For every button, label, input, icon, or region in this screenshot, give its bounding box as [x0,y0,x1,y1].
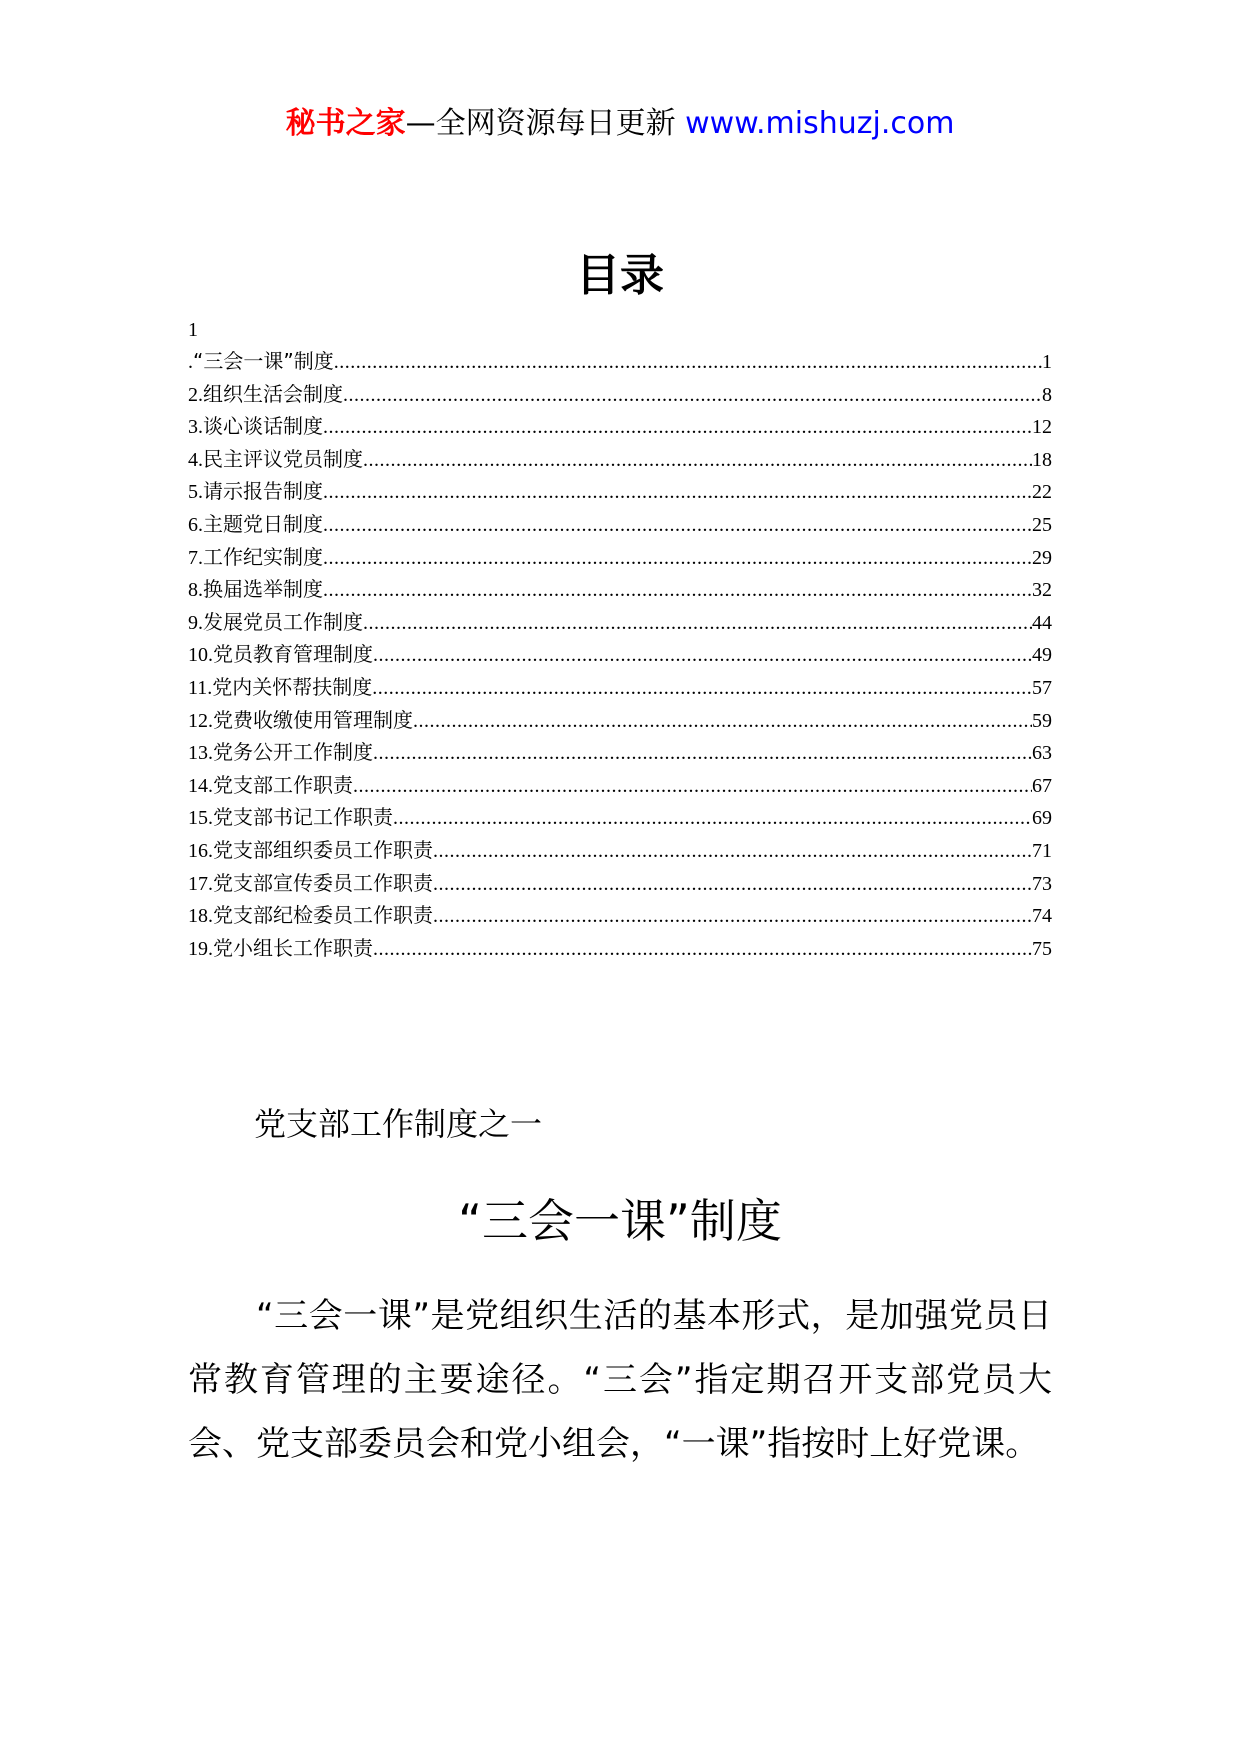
toc-entry-label [188,704,413,738]
toc-entry[interactable] [188,346,1052,379]
toc-entry-label [188,769,353,803]
toc-entry-page: 25 [1032,513,1052,536]
toc-entry-label [188,899,433,933]
toc-lead-number: 1 [188,319,198,341]
toc-entry-title: 发展党员工作制度 [203,609,363,634]
toc-entry-title: 党支部书记工作职责 [213,805,393,830]
toc-leader-dots [393,802,1032,835]
toc-entry-title: 请示报告制度 [203,479,323,504]
toc-entry-label [188,932,373,966]
toc-entry-label [188,834,433,868]
toc-entry-page: 73 [1032,872,1052,895]
toc-entry-page: 75 [1032,937,1052,960]
toc-entry-label [188,671,372,705]
toc-entry-title: 工作纪实制度 [203,544,323,569]
toc-entry-title: 党支部宣传委员工作职责 [213,870,433,895]
toc-entry[interactable] [188,802,1052,835]
toc-entry-page: 32 [1032,579,1052,602]
toc-entry-title: 换届选举制度 [203,577,323,602]
toc-entry-number: 17. [188,872,213,895]
toc-entry-label [188,443,363,477]
toc-entry[interactable] [188,933,1052,966]
toc-entry-page: 67 [1032,774,1052,797]
toc-entry-number: 6. [188,513,203,536]
toc-leader-dots [433,835,1032,868]
toc-leader-dots [363,444,1032,477]
toc-entry-number: 19. [188,937,213,960]
toc-entry-label [188,508,323,542]
toc-title: 目录 [576,250,664,301]
toc-entry-label [188,801,393,835]
toc-leader-dots [334,346,1042,379]
toc-entry[interactable] [188,835,1052,868]
toc-entry-title: 党内关怀帮扶制度 [212,674,373,699]
toc-entry-label [188,410,323,444]
toc-leader-dots [372,672,1032,705]
toc-entry-title: 主题党日制度 [203,511,323,536]
toc-entry-title: 党支部工作职责 [213,772,353,797]
toc-leader-dots [343,379,1042,412]
toc-entry[interactable] [188,607,1052,640]
toc-entry-page: 71 [1032,839,1052,862]
toc-entry-number: 2. [188,383,203,406]
toc-entry-label [188,638,373,672]
toc-entry[interactable] [188,444,1052,477]
section-paragraph: “三会一课”是党组织生活的基本形式，是加强党员日常教育管理的主要途径。“三会”指定期召开支部党员大会、党支部委员会和党小组会，“一课”指按时上好党课。 [188,1296,1052,1464]
section-title: “三会一课”制度 [458,1194,782,1248]
toc-leader-dots [373,737,1032,770]
toc-leader-dots [433,868,1032,901]
toc-entry-page: 18 [1032,448,1052,471]
toc-entry-number: 15. [188,807,213,830]
toc-list [188,346,1052,965]
toc-entry[interactable] [188,770,1052,803]
toc-entry[interactable] [188,574,1052,607]
section-subtitle: 党支部工作制度之一 [254,1105,543,1143]
toc-entry[interactable] [188,476,1052,509]
toc-entry-label [188,541,323,575]
toc-leader-dots [433,900,1032,933]
toc-entry-number: 10. [188,644,213,667]
toc-entry-page: 8 [1042,383,1052,406]
toc-entry-number: 13. [188,742,213,765]
toc-entry-page: 29 [1032,546,1052,569]
toc-entry-number: 18. [188,905,213,928]
toc-entry-title: 谈心谈话制度 [203,414,323,439]
header-url-link[interactable]: www.mishuzj.com [685,106,955,141]
toc-entry-title: 党务公开工作制度 [213,740,373,765]
toc-entry-page: 59 [1032,709,1052,732]
toc-leader-dots [323,411,1032,444]
toc-entry-title: 民主评议党员制度 [203,446,363,471]
toc-entry-page: 12 [1032,416,1052,439]
toc-leader-dots [413,705,1032,738]
toc-entry-title: 党支部组织委员工作职责 [213,837,433,862]
toc-entry[interactable] [188,509,1052,542]
toc-entry-title: 组织生活会制度 [203,381,343,406]
toc-entry[interactable] [188,542,1052,575]
toc-entry-number: 7. [188,546,203,569]
toc-entry-title: 党小组长工作职责 [213,935,373,960]
toc-entry[interactable] [188,639,1052,672]
page-header [0,100,1240,148]
toc-entry-page: 69 [1032,807,1052,830]
header-tagline: —全网资源每日更新 [405,106,686,141]
toc-entry-label [188,345,334,379]
toc-entry-label [188,867,433,901]
toc-entry-title: 党费收缴使用管理制度 [213,707,413,732]
toc-leader-dots [353,770,1032,803]
toc-leader-dots [323,476,1032,509]
toc-entry-page: 1 [1042,351,1052,373]
toc-leader-dots [323,574,1032,607]
toc-entry-label [188,378,343,412]
toc-entry-label [188,475,323,509]
toc-entry-page: 49 [1032,644,1052,667]
toc-entry-page: 74 [1032,905,1052,928]
toc-entry-title: “三会一课”制度 [193,349,334,373]
toc-entry-label [188,736,373,770]
toc-entry-number: 8. [188,579,203,602]
toc-entry-page: 63 [1032,742,1052,765]
toc-entry-label [188,606,363,640]
toc-entry[interactable] [188,705,1052,738]
toc-entry[interactable] [188,379,1052,412]
toc-entry-number: 3. [188,416,203,439]
toc-entry-title: 党员教育管理制度 [213,642,373,667]
toc-entry-page: 22 [1032,481,1052,504]
toc-leader-dots [373,639,1032,672]
toc-leader-dots [323,509,1032,542]
toc-entry-page: 57 [1032,676,1052,699]
toc-entry-title: 党支部纪检委员工作职责 [213,903,433,928]
toc-entry-number: 14. [188,774,213,797]
toc-entry-page: 44 [1032,611,1052,634]
toc-leader-dots [363,607,1032,640]
toc-leader-dots [323,542,1032,575]
toc-entry[interactable] [188,672,1052,705]
toc-entry-number: . [188,351,193,373]
toc-leader-dots [373,933,1032,966]
toc-entry-number: 12. [188,709,213,732]
toc-entry[interactable] [188,411,1052,444]
toc-entry[interactable] [188,868,1052,901]
toc-entry-number: 5. [188,481,203,504]
table-of-contents [188,314,1052,965]
toc-entry[interactable] [188,900,1052,933]
toc-entry-number: 4. [188,448,203,471]
toc-entry-label [188,573,323,607]
toc-entry-number: 9. [188,611,203,634]
toc-entry-number: 16. [188,839,213,862]
toc-entry[interactable] [188,737,1052,770]
brand-name: 秘书之家 [285,106,406,141]
toc-entry-number: 11. [188,676,213,699]
